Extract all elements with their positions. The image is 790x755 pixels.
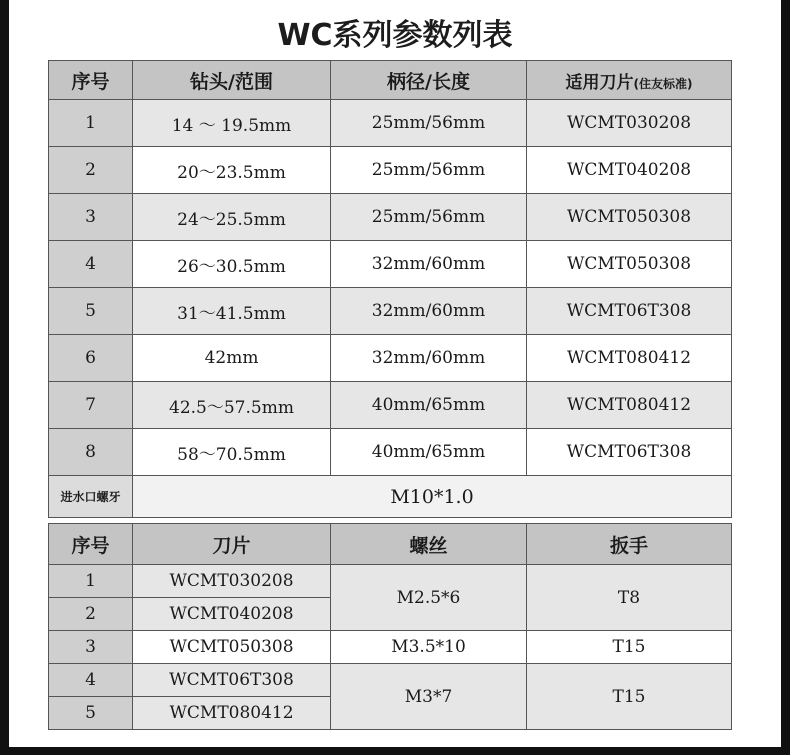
header-index: 序号 [49, 61, 133, 100]
row-insert: WCMT030208 [133, 565, 331, 598]
row-screw: M3.5*10 [331, 631, 527, 664]
table-row [49, 335, 732, 382]
row-insert: WCMT06T308 [527, 429, 732, 476]
row-index: 3 [49, 631, 133, 664]
table-row [49, 382, 732, 429]
row-drill-range: 42mm [133, 335, 331, 382]
row-insert: WCMT030208 [527, 100, 732, 147]
row-index: 8 [49, 429, 133, 476]
header-drill-range: 钻头/范围 [133, 61, 331, 100]
header-insert-standard: (住友标准) [633, 76, 693, 91]
row-insert: WCMT040208 [133, 598, 331, 631]
row-drill-range: 24～25.5mm [133, 194, 331, 241]
row-index: 4 [49, 241, 133, 288]
row-insert: WCMT040208 [527, 147, 732, 194]
row-insert: WCMT050308 [527, 194, 732, 241]
row-shank: 32mm/60mm [331, 288, 527, 335]
row-drill-range: 20～23.5mm [133, 147, 331, 194]
row-insert: WCMT06T308 [133, 664, 331, 697]
row-shank: 32mm/60mm [331, 241, 527, 288]
parameter-table [48, 60, 732, 518]
row-shank: 25mm/56mm [331, 194, 527, 241]
table-row [49, 631, 732, 664]
row-screw: M3*7 [331, 664, 527, 730]
row-index: 4 [49, 664, 133, 697]
header-shank: 柄径/长度 [331, 61, 527, 100]
row-drill-range: 42.5～57.5mm [133, 382, 331, 429]
row-wrench: T8 [527, 565, 732, 631]
row-index: 5 [49, 288, 133, 335]
table-row [49, 100, 732, 147]
thread-label: 进水口螺牙 [49, 476, 133, 518]
row-screw: M2.5*6 [331, 565, 527, 631]
row-insert: WCMT050308 [527, 241, 732, 288]
row-shank: 25mm/56mm [331, 100, 527, 147]
table-row [49, 147, 732, 194]
row-index: 6 [49, 335, 133, 382]
row-shank: 32mm/60mm [331, 335, 527, 382]
header-insert [527, 61, 732, 100]
row-insert: WCMT050308 [133, 631, 331, 664]
page-title: WC系列参数列表 [277, 18, 513, 53]
table-row [49, 241, 732, 288]
table-row [49, 664, 732, 697]
table-row [49, 565, 732, 598]
table-row [49, 288, 732, 335]
row-shank: 40mm/65mm [331, 382, 527, 429]
row-wrench: T15 [527, 664, 732, 730]
table-header-row [49, 61, 732, 100]
header-insert-label: 适用刀片 [565, 72, 634, 93]
thread-row [49, 476, 732, 518]
row-insert: WCMT080412 [527, 382, 732, 429]
row-index: 2 [49, 598, 133, 631]
table-row [49, 194, 732, 241]
row-index: 1 [49, 100, 133, 147]
row-wrench: T15 [527, 631, 732, 664]
accessory-table [48, 523, 732, 730]
row-insert: WCMT080412 [133, 697, 331, 730]
header-wrench: 扳手 [527, 524, 732, 565]
table-header-row [49, 524, 732, 565]
row-insert: WCMT06T308 [527, 288, 732, 335]
table-row [49, 429, 732, 476]
row-index: 5 [49, 697, 133, 730]
header-insert: 刀片 [133, 524, 331, 565]
row-index: 7 [49, 382, 133, 429]
row-drill-range: 26～30.5mm [133, 241, 331, 288]
thread-value: M10*1.0 [133, 476, 732, 518]
row-drill-range: 14 ～ 19.5mm [133, 100, 331, 147]
header-index: 序号 [49, 524, 133, 565]
row-index: 1 [49, 565, 133, 598]
row-index: 2 [49, 147, 133, 194]
row-drill-range: 58～70.5mm [133, 429, 331, 476]
row-index: 3 [49, 194, 133, 241]
row-drill-range: 31～41.5mm [133, 288, 331, 335]
row-shank: 25mm/56mm [331, 147, 527, 194]
header-screw: 螺丝 [331, 524, 527, 565]
row-insert: WCMT080412 [527, 335, 732, 382]
row-shank: 40mm/65mm [331, 429, 527, 476]
